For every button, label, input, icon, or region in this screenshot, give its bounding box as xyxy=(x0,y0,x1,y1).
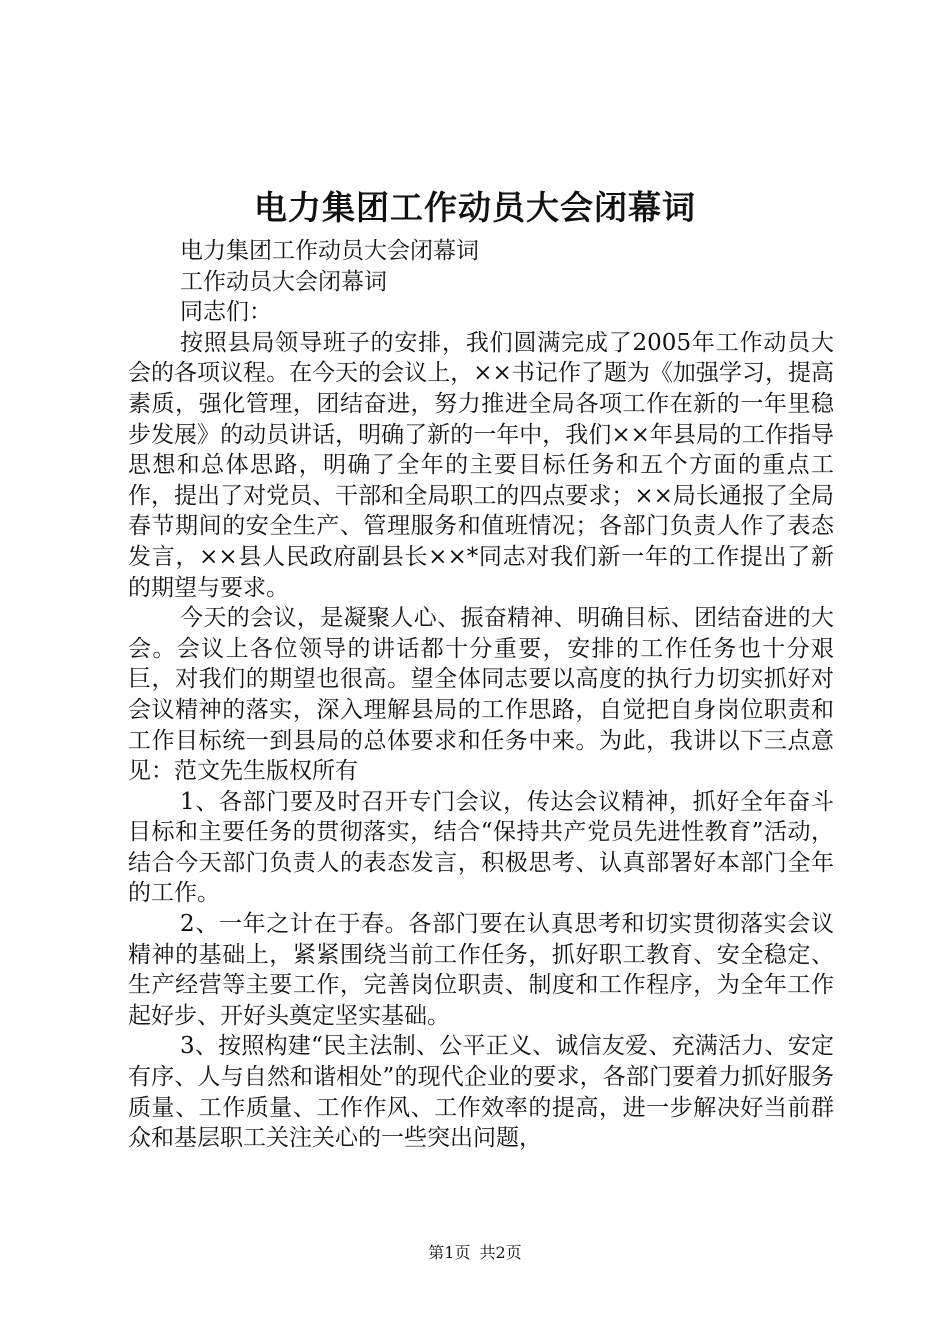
body-paragraph: 今天的会议，是凝聚人心、振奋精神、明确目标、团结奋进的大会。会议上各位领导的讲话都十分重要，安排的工作任务也十分艰巨，对我们的期望也很高。望全体同志要以高度的执行力切实抓好对会议精神的落实，深入理解县局的工作思路，自觉把自身岗位职责和工作目标统一到县局的总体要求和任务中来。为此，我讲以下三点意见：范文先生版权所有 xyxy=(128,605,834,785)
document-body xyxy=(128,236,834,1154)
body-paragraph: 2、一年之计在于春。各部门要在认真思考和切实贯彻落实会议精神的基础上，紧紧围绕当前工作任务，抓好职工教育、安全稳定、生产经营等主要工作，完善岗位职责、制度和工作程序，为全年工作起好步、开好头奠定坚实基础。 xyxy=(128,911,834,1029)
salutation: 同志们： xyxy=(180,299,272,326)
body-paragraph: 按照县局领导班子的安排，我们圆满完成了2005年工作动员大会的各项议程。在今天的会议上，××书记作了题为《加强学习，提高素质，强化管理，团结奋进，努力推进全局各项工作在新的一年里稳步发展》的动员讲话，明确了新的一年中，我们××年县局的工作指导思想和总体思路，明确了全年的主要目标任务和五个方面的重点工作，提出了对党员、干部和全局职工的四点要求；××局长通报了全局春节期间的安全生产、管理服务和值班情况；各部门负责人作了表态发言，××县人民政府副县长××*同志对我们新一年的工作提出了新的期望与要求。 xyxy=(128,329,834,601)
page-total: 共2页 xyxy=(479,1243,522,1262)
body-paragraph: 3、按照构建“民主法制、公平正义、诚信友爱、充满活力、安定有序、人与自然和谐相处”的现代企业的要求，各部门要着力抓好服务质量、工作质量、工作作风、工作效率的提高，进一步解决好当前群众和基层职工关注关心的一些突出问题， xyxy=(128,1033,834,1152)
document-title: 电力集团工作动员大会闭幕词 xyxy=(254,188,696,227)
page-number: 第1页 xyxy=(428,1243,471,1262)
subtitle-line: 电力集团工作动员大会闭幕词 xyxy=(180,238,479,264)
body-paragraph: 1、各部门要及时召开专门会议，传达会议精神，抓好全年奋斗目标和主要任务的贯彻落实，结合“保持共产党员先进性教育”活动，结合今天部门负责人的表态发言，积极思考、认真部署好本部门全年的工作。 xyxy=(128,788,834,907)
page-footer xyxy=(0,1243,950,1263)
subtitle-line: 工作动员大会闭幕词 xyxy=(180,268,387,295)
